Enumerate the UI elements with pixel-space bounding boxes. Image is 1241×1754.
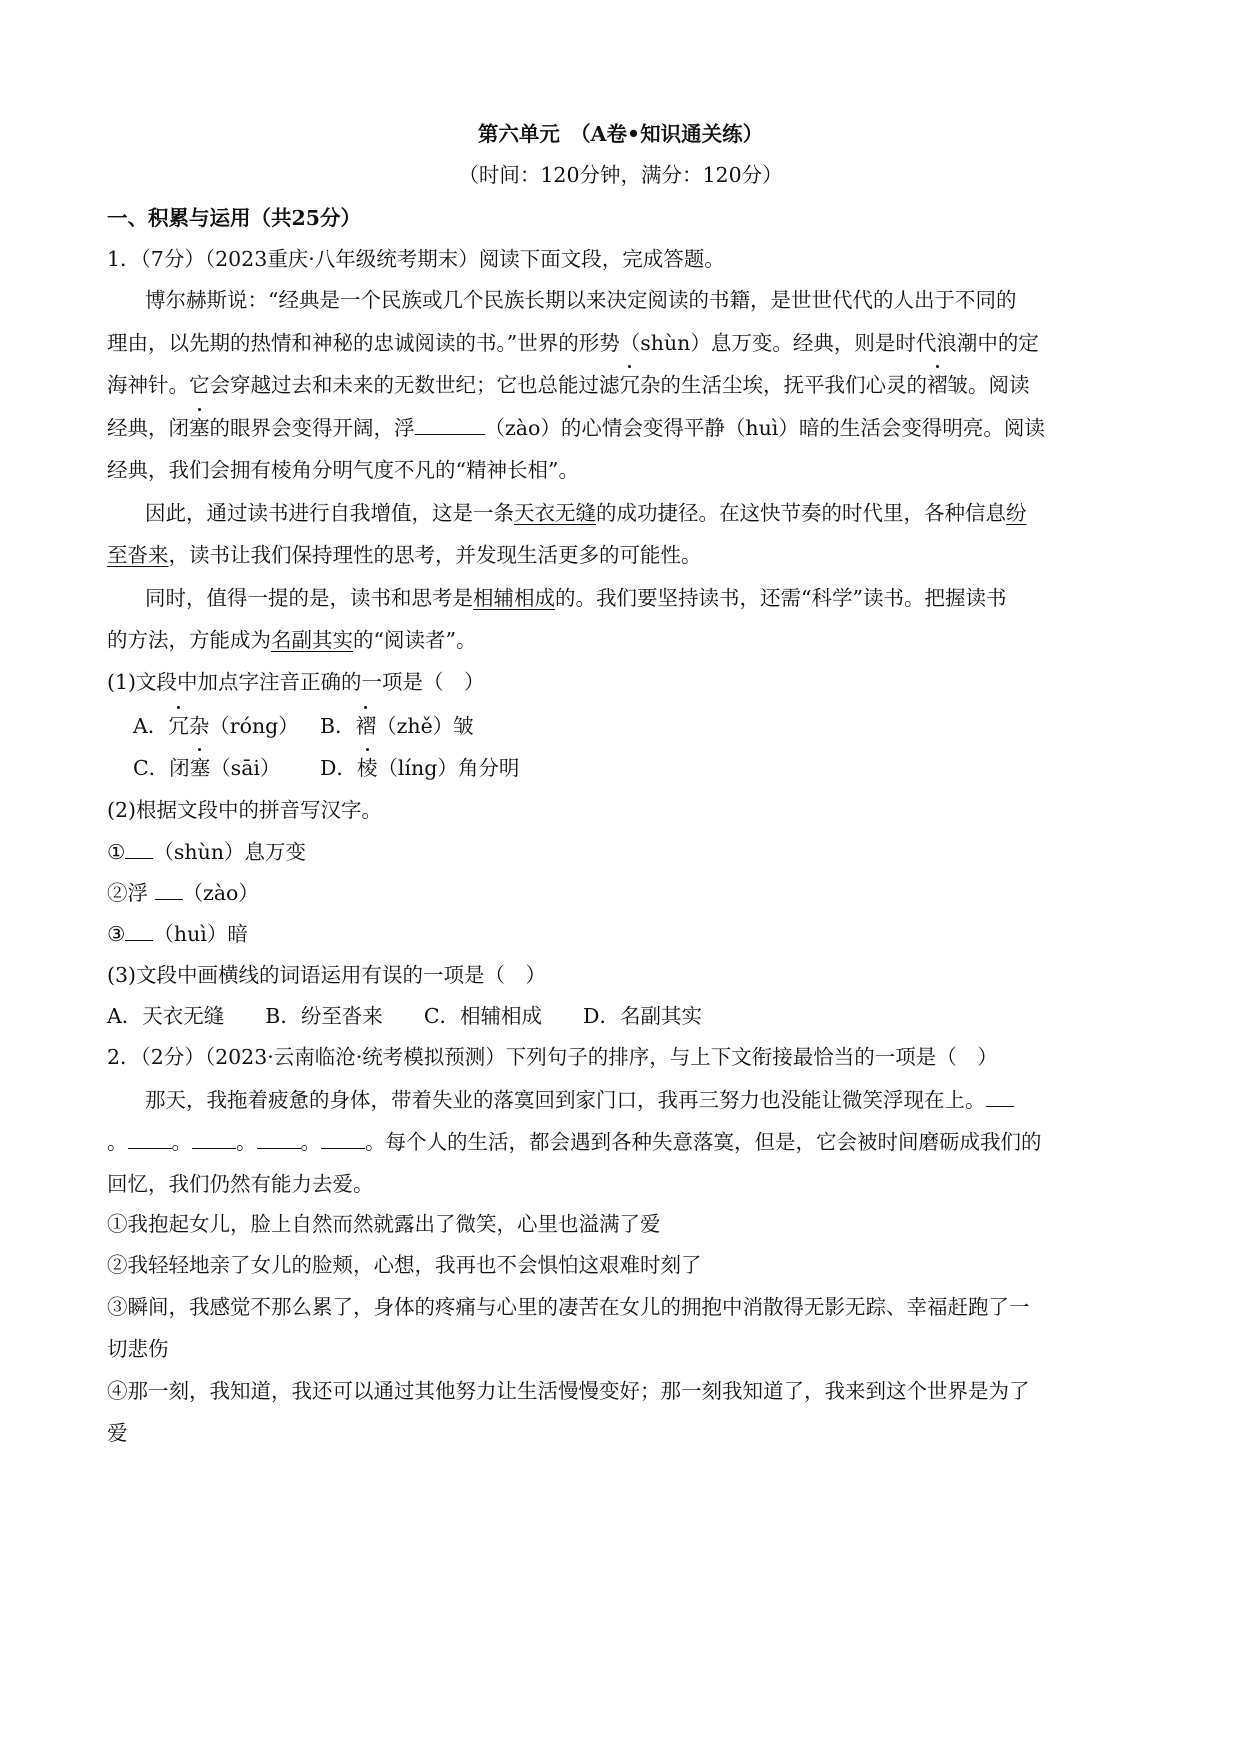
option-c[interactable]: [133, 753, 281, 783]
item-text: （zào）: [182, 881, 259, 905]
sentence-1: ①我抱起女儿，脸上自然而然就露出了微笑，心里也溢满了爱: [107, 1212, 661, 1236]
dotted-character: 褶: [927, 370, 948, 400]
section-heading: 一、积累与运用（共25分）: [107, 206, 362, 230]
passage-text: 那天，我拖着疲惫的身体，带着失业的落寞回到家门口，我再三努力也没能让微笑浮现在上。: [145, 1088, 986, 1112]
underlined-phrase: 至沓来: [107, 543, 169, 567]
fill-blank[interactable]: [125, 921, 153, 941]
fill-blank[interactable]: [986, 1087, 1014, 1107]
passage-text: 杂的生活尘埃，抚平我们心灵的: [640, 373, 927, 397]
passage-text: 。每个人的生活，都会遇到各种失意落寞，但是，它会被时间磨砺成我们的: [365, 1130, 1042, 1154]
passage-text: 的“阅读者”。: [353, 628, 477, 652]
sub-question-2-stem: (2)根据文段中的拼音写汉字。: [107, 798, 383, 822]
passage-text: 海神针。它会穿越过去和未来的无数世纪；它也总能过滤: [107, 373, 620, 397]
passage-text: 的眼界会变得开阔，浮: [209, 416, 415, 440]
fill-blank[interactable]: [415, 415, 485, 435]
option-text: 杂（róng）: [188, 714, 299, 738]
option-a[interactable]: [133, 711, 299, 741]
passage-text: 的方法，方能成为: [107, 628, 271, 652]
passage-text: 因此，通过读书进行自我增值，这是一条: [145, 501, 514, 525]
passage-line-7: [107, 540, 702, 570]
passage-line-1: 博尔赫斯说：“经典是一个民族或几个民族长期以来决定阅读的书籍，是世世代代的人出于不同的: [145, 288, 1017, 312]
passage-line-2: 理由，以先期的热情和神秘的忠诚阅读的书。”世界的形势（shùn）息万变。经典，则是时代浪潮中的定: [107, 331, 1039, 355]
dotted-character: 塞: [190, 753, 211, 783]
sub-question-3-stem: (3)文段中画横线的词语运用有误的一项是（ ）: [107, 963, 547, 987]
item-text: （huì）暗: [153, 922, 248, 946]
q2-passage-line-1: [145, 1085, 1014, 1115]
passage-text: 的。我们要坚持读书，还需“科学”读书。把握读书: [555, 586, 1007, 610]
item-number: ②浮: [107, 881, 155, 905]
passage-line-4: [107, 413, 1045, 443]
option-b[interactable]: [320, 711, 474, 741]
sentence-3-cont: 切悲伤: [107, 1337, 169, 1361]
underlined-phrase: 相辅相成: [473, 586, 555, 610]
fill-blank[interactable]: [125, 839, 153, 859]
dotted-character: 冗: [620, 370, 641, 400]
passage-line-9: [107, 625, 476, 655]
pinyin-item-3: [107, 919, 248, 949]
q2-passage-line-3: 回忆，我们仍然有能力去爱。: [107, 1172, 374, 1196]
sub-question-3-options[interactable]: A．天衣无缝 B．纷至沓来 C．相辅相成 D．名副其实: [107, 1004, 702, 1028]
option-d[interactable]: [320, 753, 519, 783]
item-text: （shùn）息万变: [153, 840, 307, 864]
passage-text: 同时，值得一提的是，读书和思考是: [145, 586, 473, 610]
item-number: ①: [107, 840, 126, 864]
option-text: （sāi）: [210, 756, 281, 780]
sub-question-1-stem: (1)文段中加点字注音正确的一项是（ ）: [107, 670, 485, 694]
passage-text: 。: [236, 1130, 257, 1154]
passage-text: 。: [171, 1130, 192, 1154]
passage-line-6: [145, 498, 1027, 528]
passage-text: 的成功捷径。在这快节奏的时代里，各种信息: [596, 501, 1006, 525]
dotted-character: 冗: [168, 711, 189, 741]
item-number: ③: [107, 922, 126, 946]
underlined-phrase: 名副其实: [271, 628, 353, 652]
fill-blank[interactable]: [128, 1129, 172, 1149]
question-1-stem: 1．（7分）（2023重庆·八年级统考期末）阅读下面文段，完成答题。: [107, 247, 725, 271]
passage-text: ，读书让我们保持理性的思考，并发现生活更多的可能性。: [168, 543, 702, 567]
fill-blank[interactable]: [321, 1129, 365, 1149]
passage-line-5: 经典，我们会拥有棱角分明气度不凡的“精神长相”。: [107, 458, 579, 482]
dotted-character: 塞: [189, 413, 210, 443]
fill-blank[interactable]: [155, 880, 183, 900]
page-title: 第六单元 （A卷•知识通关练）: [477, 122, 764, 146]
option-text: （líng）角分明: [377, 756, 520, 780]
q2-passage-line-2: [107, 1127, 1042, 1157]
question-2-stem: 2．（2分）（2023·云南临沧·统考模拟预测）下列句子的排序，与上下文衔接最恰当的一项是（ ）: [107, 1045, 998, 1069]
passage-text: 。: [107, 1130, 128, 1154]
sentence-4-cont: 爱: [107, 1421, 128, 1445]
passage-text: （zào）的心情会变得平静（huì）暗的生活会变得明亮。阅读: [484, 416, 1045, 440]
underlined-phrase: 天衣无缝: [514, 501, 596, 525]
fill-blank[interactable]: [257, 1129, 301, 1149]
option-text: （zhě）皱: [376, 714, 474, 738]
sentence-4: ④那一刻，我知道，我还可以通过其他努力让生活慢慢变好；那一刻我知道了，我来到这个世界是为了: [107, 1379, 1030, 1403]
passage-line-3: [107, 370, 1030, 400]
sentence-2: ②我轻轻地亲了女儿的脸颊，心想，我再也不会惧怕这艰难时刻了: [107, 1253, 702, 1277]
passage-line-8: [145, 583, 1006, 613]
pinyin-item-2: [107, 878, 259, 908]
underlined-phrase: 纷: [1006, 501, 1027, 525]
sentence-3: ③瞬间，我感觉不那么累了，身体的疼痛与心里的凄苦在女儿的拥抱中消散得无影无踪、幸福赶跑了一: [107, 1295, 1030, 1319]
option-label: D．: [320, 756, 357, 780]
option-label: A．: [133, 714, 169, 738]
fill-blank[interactable]: [192, 1129, 236, 1149]
page-subtitle: （时间：120分钟，满分：120分）: [458, 163, 783, 187]
passage-text: 皱。阅读: [947, 373, 1030, 397]
dotted-character: 棱: [357, 753, 378, 783]
passage-text: 经典，闭: [107, 416, 189, 440]
dotted-character: 褶: [356, 711, 377, 741]
pinyin-item-1: [107, 837, 306, 867]
passage-text: 。: [300, 1130, 321, 1154]
option-label: B．: [320, 714, 356, 738]
option-label: C．闭: [133, 756, 190, 780]
